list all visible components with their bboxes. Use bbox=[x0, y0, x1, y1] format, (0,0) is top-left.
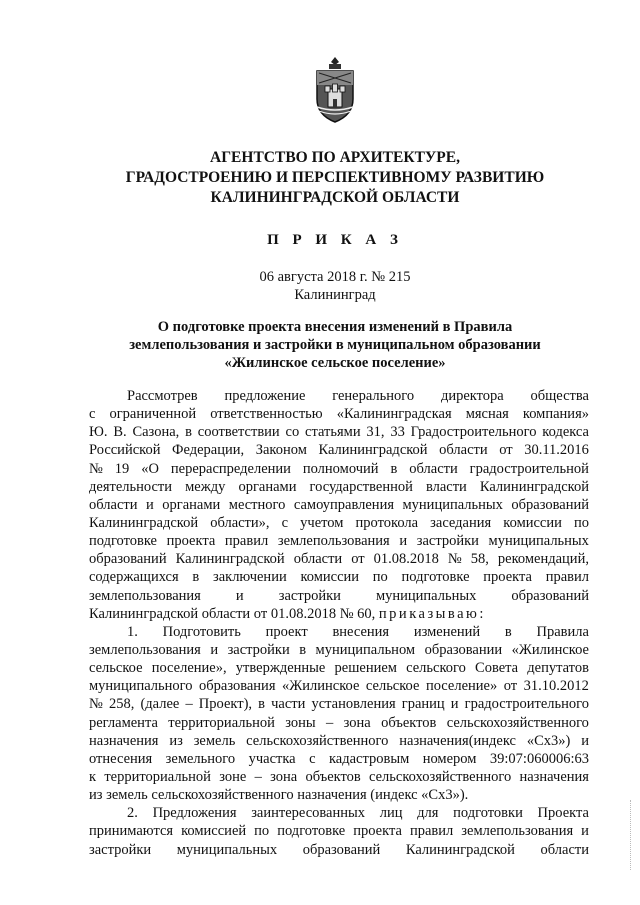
body-word: территориальной bbox=[168, 714, 275, 731]
body-word: Законом bbox=[255, 442, 307, 459]
body-word: Калининградской bbox=[318, 442, 428, 459]
body-word: и bbox=[399, 533, 408, 550]
body-word: сельскохозяйственного bbox=[446, 714, 589, 731]
order-city: Калининград bbox=[294, 287, 376, 303]
body-word: по bbox=[573, 514, 589, 531]
body-word: и bbox=[581, 732, 589, 749]
agency-line-1: АГЕНТСТВО ПО АРХИТЕКТУРЕ, bbox=[210, 149, 460, 166]
body-word: 1. bbox=[127, 623, 138, 640]
order-title: П Р И К А З bbox=[267, 232, 403, 248]
scan-edge-mark bbox=[630, 800, 633, 870]
body-word: с bbox=[89, 406, 96, 423]
body-word: Калининградской bbox=[405, 841, 515, 858]
body-line bbox=[89, 750, 589, 768]
order-word: приказываю: bbox=[378, 605, 486, 622]
body-word: по bbox=[254, 823, 270, 840]
body-word: соответствии bbox=[197, 424, 280, 441]
body-line bbox=[89, 441, 589, 459]
body-word: зоны bbox=[285, 714, 316, 731]
body-word: и bbox=[450, 696, 459, 713]
body-word: в bbox=[504, 623, 512, 640]
body-word: и bbox=[145, 496, 154, 513]
body-word: Федерации, bbox=[172, 442, 245, 459]
body-word: 58, bbox=[470, 551, 489, 568]
body-word: области bbox=[439, 442, 488, 459]
body-word: со bbox=[285, 424, 300, 441]
body-word: образования bbox=[199, 678, 276, 695]
body-word: в bbox=[185, 424, 192, 441]
body-word: решением bbox=[334, 660, 397, 677]
paragraph-2 bbox=[89, 623, 589, 804]
body-line bbox=[89, 478, 589, 496]
order-date-number: 06 августа 2018 г. № 215 bbox=[259, 269, 411, 285]
body-word: с bbox=[309, 750, 316, 767]
body-line-final bbox=[89, 786, 589, 804]
paragraph-1-end: Калининградской области от 01.08.2018 № 60, bbox=[89, 605, 379, 622]
body-word: от bbox=[351, 551, 365, 568]
body-word: мясная bbox=[465, 406, 509, 423]
body-line bbox=[89, 405, 589, 423]
body-word: в bbox=[192, 569, 200, 586]
body-word: сельское bbox=[89, 660, 143, 677]
body-word: образовании bbox=[424, 641, 503, 658]
body-word: между bbox=[185, 478, 226, 495]
body-line-final bbox=[89, 605, 589, 623]
body-word: области bbox=[409, 460, 458, 477]
paragraph-2-end: из земель сельскохозяйственного назначения (индекс «Сх3»). bbox=[89, 787, 469, 804]
body-word: 33 bbox=[390, 424, 405, 441]
body-word: 31.10.2012 bbox=[523, 678, 589, 695]
body-word: для bbox=[417, 805, 439, 822]
body-line bbox=[89, 423, 589, 441]
body-word: муниципальных bbox=[176, 841, 278, 858]
body-word: депутатов bbox=[527, 660, 589, 677]
body-word: полномочий bbox=[302, 460, 379, 477]
body-word: кодекса bbox=[542, 424, 589, 441]
body-word: местного bbox=[228, 496, 286, 513]
body-word: Сазона, bbox=[132, 424, 180, 441]
body-word: «Калининградская bbox=[336, 406, 452, 423]
body-word: в bbox=[390, 460, 398, 477]
body-word: (далее bbox=[140, 696, 180, 713]
body-line bbox=[89, 514, 589, 532]
body-word: поселение» bbox=[425, 678, 498, 695]
body-word: подготовке bbox=[89, 533, 157, 550]
body-word: отнесения bbox=[89, 750, 153, 767]
body-line bbox=[89, 659, 589, 677]
body-word: назначения(индекс bbox=[399, 732, 516, 749]
body-word: власти bbox=[425, 478, 467, 495]
body-word: подготовке bbox=[277, 823, 346, 840]
body-word: статьями bbox=[305, 424, 361, 441]
body-word: проект bbox=[265, 623, 308, 640]
subject-line-2: землепользования и застройки в муниципальном образовании bbox=[129, 337, 541, 353]
body-word: проекта bbox=[353, 823, 402, 840]
body-word: перераспределении bbox=[170, 460, 291, 477]
body-word: Калининградской bbox=[89, 514, 199, 531]
body-word: назначения bbox=[519, 768, 589, 785]
body-word: Ю. bbox=[89, 424, 108, 441]
body-word: и bbox=[581, 823, 589, 840]
body-word: правил bbox=[409, 823, 454, 840]
body-word: 258, bbox=[108, 696, 135, 713]
body-word: утвержденные bbox=[235, 660, 326, 677]
body-word: Предложения bbox=[152, 805, 237, 822]
body-word: Проект), bbox=[198, 696, 253, 713]
body-word: в bbox=[299, 641, 307, 658]
body-word: 19 bbox=[114, 460, 130, 477]
body-word: установления bbox=[311, 696, 396, 713]
body-word: 30.11.2016 bbox=[524, 442, 589, 459]
body-word: зона bbox=[270, 768, 298, 785]
body-word: от bbox=[499, 442, 513, 459]
body-word: участка bbox=[248, 750, 296, 767]
body-word: застройки bbox=[227, 641, 290, 658]
body-word: зона bbox=[343, 714, 371, 731]
body-word: земель bbox=[193, 732, 236, 749]
body-word: содержащихся bbox=[89, 569, 179, 586]
body-word: землепользования bbox=[89, 587, 201, 604]
body-word: землепользования bbox=[461, 823, 574, 840]
body-line bbox=[89, 550, 589, 568]
body-line bbox=[89, 387, 589, 405]
body-word: части bbox=[271, 696, 306, 713]
body-word: области bbox=[293, 551, 343, 568]
body-word: области», bbox=[210, 514, 270, 531]
body-word: комиссией bbox=[181, 823, 247, 840]
body-word: государственной bbox=[309, 478, 413, 495]
body-word: № bbox=[89, 460, 103, 477]
body-word: – bbox=[185, 696, 193, 713]
body-word: генерального bbox=[332, 388, 415, 404]
body-word: рекомендаций, bbox=[497, 551, 589, 568]
body-word: образований bbox=[302, 841, 381, 858]
body-word: изменений bbox=[413, 623, 481, 640]
body-word: зоне bbox=[219, 768, 247, 785]
paragraph-1 bbox=[89, 387, 589, 623]
body-word: – bbox=[254, 768, 262, 785]
body-word: и bbox=[210, 641, 219, 658]
body-word: ограниченной bbox=[109, 406, 197, 423]
body-word: заинтересованных bbox=[251, 805, 365, 822]
body-word: общества bbox=[530, 388, 589, 404]
body-word: принимаются bbox=[89, 823, 174, 840]
body-line bbox=[89, 677, 589, 695]
body-word: Российской bbox=[89, 442, 161, 459]
body-word: Правила bbox=[536, 623, 589, 640]
body-word: муниципального bbox=[89, 678, 193, 695]
body-word: в bbox=[258, 696, 265, 713]
body-word: к bbox=[89, 768, 97, 785]
body-word: муниципальных bbox=[375, 587, 477, 604]
body-word: самоуправления bbox=[293, 496, 394, 513]
body-word: учетом bbox=[300, 514, 344, 531]
body-line bbox=[89, 732, 589, 750]
body-word: области bbox=[89, 496, 138, 513]
body-word: образований bbox=[511, 496, 589, 513]
body-word: градостроительной bbox=[469, 460, 589, 477]
body-word: земельного bbox=[165, 750, 236, 767]
body-word: «Жилинское bbox=[282, 678, 360, 695]
body-word: поселение», bbox=[151, 660, 227, 677]
body-word: территориальной bbox=[104, 768, 211, 785]
body-word: «Жилинское bbox=[511, 641, 589, 658]
body-word: кадастровым bbox=[328, 750, 410, 767]
body-line bbox=[89, 496, 589, 514]
body-word: заключении bbox=[212, 569, 287, 586]
order-body bbox=[89, 387, 589, 859]
body-line bbox=[89, 822, 589, 840]
body-line bbox=[89, 532, 589, 550]
body-word: по bbox=[372, 569, 388, 586]
body-word: № bbox=[447, 551, 462, 568]
body-line bbox=[89, 804, 589, 822]
subject-line-1: О подготовке проекта внесения изменений в Правила bbox=[157, 319, 513, 335]
body-line bbox=[89, 568, 589, 586]
body-word: из bbox=[169, 732, 183, 749]
body-word: границ bbox=[401, 696, 445, 713]
body-word: муниципальных bbox=[488, 533, 589, 550]
body-word: муниципальном bbox=[315, 641, 416, 658]
agency-line-3: КАЛИНИНГРАДСКОЙ ОБЛАСТИ bbox=[210, 189, 460, 206]
body-word: комиссии bbox=[300, 569, 360, 586]
order-subject bbox=[80, 318, 590, 372]
body-word: объектов bbox=[305, 768, 361, 785]
body-word: застройки bbox=[89, 841, 152, 858]
body-word: подготовки bbox=[453, 805, 523, 822]
body-word: 39:07:060006:63 bbox=[489, 750, 589, 767]
body-word: Подготовить bbox=[162, 623, 241, 640]
body-word: директора bbox=[440, 388, 504, 404]
body-word: заседания bbox=[430, 514, 492, 531]
body-line bbox=[89, 841, 589, 859]
body-word: назначения bbox=[89, 732, 159, 749]
agency-line-2: ГРАДОСТРОЕНИЮ И ПЕРСПЕКТИВНОМУ РАЗВИТИЮ bbox=[125, 169, 545, 186]
body-word: муниципальных bbox=[402, 496, 503, 513]
body-word: землепользования bbox=[277, 533, 390, 550]
body-word: Проекта bbox=[537, 805, 589, 822]
body-word: правил bbox=[545, 569, 589, 586]
paragraph-3 bbox=[89, 804, 589, 858]
body-word: землепользования bbox=[89, 641, 201, 658]
body-word: сельского bbox=[406, 660, 466, 677]
body-word: ответственностью bbox=[210, 406, 323, 423]
body-word: Рассмотрев bbox=[127, 388, 198, 404]
body-word: В. bbox=[113, 424, 127, 441]
body-word: объектов bbox=[381, 714, 437, 731]
body-word: образований bbox=[511, 587, 589, 604]
agency-name bbox=[100, 148, 570, 208]
body-word: подготовке bbox=[401, 569, 470, 586]
body-word: внесения bbox=[332, 623, 390, 640]
body-word: сельскохозяйственного bbox=[246, 732, 389, 749]
body-word: области bbox=[540, 841, 589, 858]
body-word: 2. bbox=[127, 805, 138, 822]
body-word: 01.08.2018 bbox=[373, 551, 439, 568]
body-word: сельскохозяйственного bbox=[369, 768, 512, 785]
subject-line-3: «Жилинское сельское поселение» bbox=[224, 355, 446, 371]
body-word: градостроительного bbox=[464, 696, 589, 713]
body-word: № bbox=[89, 696, 103, 713]
body-word: застройки bbox=[416, 533, 479, 550]
body-word: органами bbox=[238, 478, 297, 495]
body-word: и bbox=[235, 587, 244, 604]
body-word: комиссии bbox=[503, 514, 562, 531]
body-word: проекта bbox=[483, 569, 532, 586]
body-word: – bbox=[326, 714, 334, 731]
body-line bbox=[89, 714, 589, 732]
body-word: Калининградской bbox=[175, 551, 285, 568]
body-word: застройки bbox=[278, 587, 341, 604]
body-word: образований bbox=[89, 551, 167, 568]
body-line bbox=[89, 641, 589, 659]
body-word: с bbox=[281, 514, 289, 531]
body-word: протокола bbox=[355, 514, 419, 531]
body-word: номером bbox=[422, 750, 477, 767]
body-word: сельское bbox=[365, 678, 420, 695]
body-word: проекта bbox=[166, 533, 216, 550]
body-word: «Сх3») bbox=[526, 732, 571, 749]
kaliningrad-coat-of-arms-icon bbox=[310, 55, 360, 125]
body-word: 31, bbox=[366, 424, 385, 441]
body-word: органами bbox=[162, 496, 221, 513]
body-word: деятельности bbox=[89, 478, 173, 495]
body-word: Калининградской bbox=[479, 478, 589, 495]
body-word: от bbox=[503, 678, 518, 695]
body-word: компания» bbox=[522, 406, 589, 423]
body-word: правил bbox=[224, 533, 269, 550]
body-line bbox=[89, 768, 589, 786]
body-word: регламента bbox=[89, 714, 158, 731]
body-word: «О bbox=[141, 460, 159, 477]
body-word: предложение bbox=[224, 388, 306, 404]
body-word: лиц bbox=[379, 805, 403, 822]
body-line bbox=[89, 623, 589, 641]
body-line bbox=[89, 460, 589, 478]
body-word: Совета bbox=[475, 660, 519, 677]
body-line bbox=[89, 695, 589, 713]
body-line bbox=[89, 587, 589, 605]
body-word: Градостроительного bbox=[410, 424, 537, 441]
order-meta bbox=[100, 268, 570, 304]
